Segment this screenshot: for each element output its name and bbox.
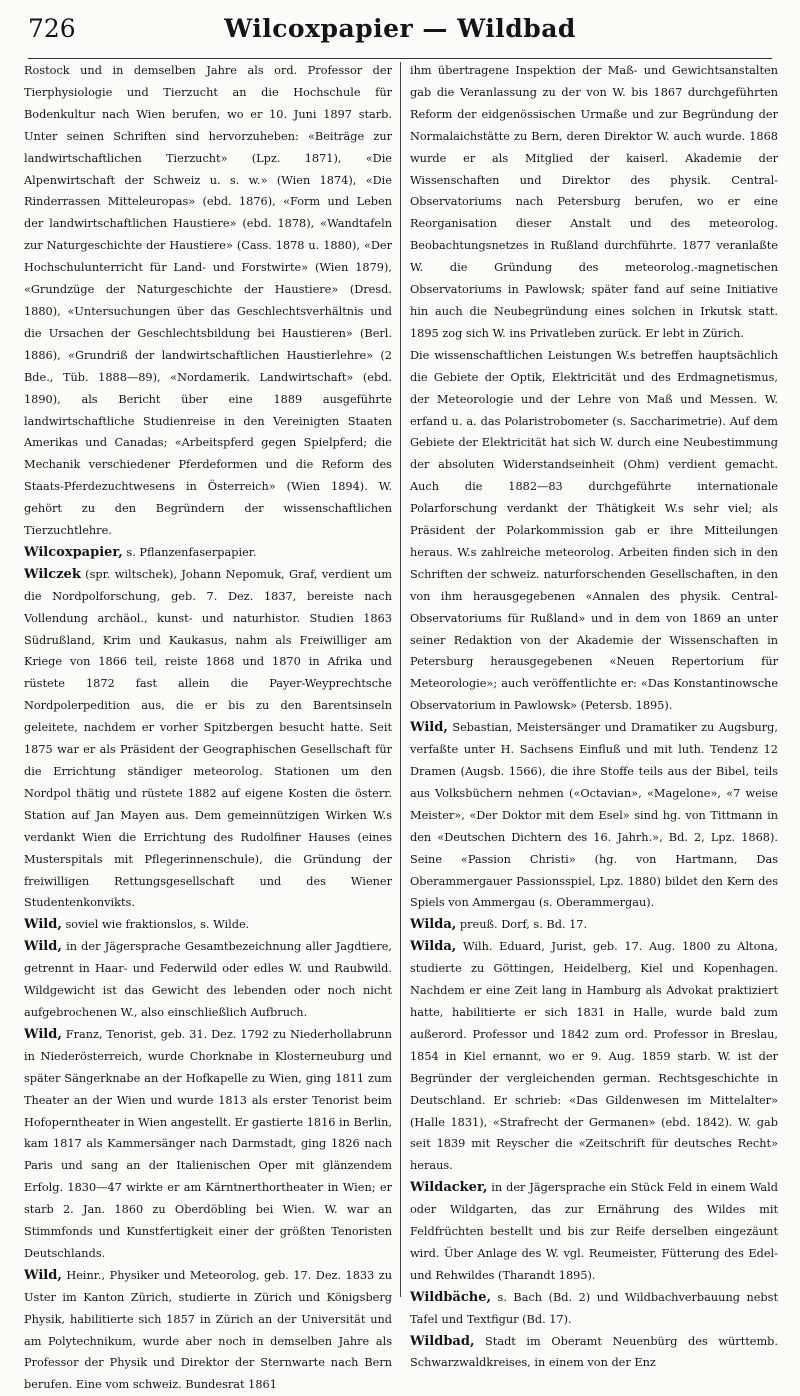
entry-lemma: Wildbad, (410, 1333, 475, 1349)
entry-lemma: Wild, (410, 720, 448, 736)
entry-wilda-wilhelm (410, 936, 778, 1177)
entry-lemma: Wilda, (410, 917, 457, 933)
entry-text: Franz, Tenorist, geb. 31. Dez. 1792 zu Niederhollabrunn in Niederösterreich, wurde Chorknabe in Klosterneuburg und später Sängerknabe an der Hofkapelle zu Wien, ging 1811 zum Theater an der Wien und wurde 1813 als erster Tenorist beim Hofoperntheater in Wien angestellt. Er gastierte 1816 in Berlin, kam 1817 als Kammersänger nach Darmstadt, ging 1826 nach Paris und sang an der Italienischen Oper mit glänzendem Erfolg. 1830—47 wirkte er am Kärntnerthortheater in Wien; er starb 2. Jan. 1860 zu Oberdöbling bei Wien. W. war an Stimmfonds und Kunstfertigkeit einer der größten Tenoristen Deutschlands. (24, 1027, 392, 1260)
page-header (28, 10, 772, 50)
paragraph-leistungen: Die wissenschaftlichen Leistungen W.s betreffen hauptsächlich die Gebiete der Optik, Elektricität und des Erdmagnetismus, der Meteorologie und der Lehre von Maß und Messen. W. erfand u. a. das Polaristrobometer (s. Saccharimetrie). Auf dem Gebiete der Elektricität hat sich W. durch eine Neubestimmung der absoluten Widerstandseinheit (Ohm) verdient gemacht. Auch die 1882—83 durchgeführte internationale Polarforschung verdankt der Thätigkeit W.s sehr viel; als Präsident der Polarkommission gab er ihre Mitteilungen heraus. W.s zahlreiche meteorolog. Arbeiten finden sich in den Schriften der schweiz. naturforschenden Gesellschaften, in den von ihm herausgegebenen «Annalen des physik. Central-Observatoriums für Rußland» und in dem von 1869 an unter seiner Redaktion von der Akademie der Wissenschaften in Petersburg herausgegebenen «Neuen Repertorium für Meteorologie»; auch veröffentlichte er: «Das Konstantinowsche Observatorium in Pawlowsk» (Petersb. 1895). (410, 348, 778, 713)
entry-wilczek (24, 564, 392, 915)
entry-lemma: Wilda, (410, 939, 457, 955)
entry-text: (spr. wiltschek), Johann Nepomuk, Graf, verdient um die Nordpolforschung, geb. 7. Dez. 1837, bereiste nach Vollendung archäol., kunst- und naturhistor. Studien 1863 Südrußland, Krim und Kaukasus, nahm als Freiwilliger am Kriege von 1866 teil, reiste 1868 und 1870 in Afrika und rüstete 1872 fast allein die Payer-Weyprechtsche Nordpolerpedition aus, die er bis zu den Barentsinseln geleitete, nachdem er vorher Spitzbergen besucht hatte. Seit 1875 war er als Präsident der Geographischen Gesellschaft für die Errichtung ständiger meteorolog. Stationen um den Nordpol thätig und rüstete 1882 auf eigene Kosten die österr. Station auf Jan Mayen aus. Dem gemeinnützigen Wirken W.s verdankt Wien die Errichtung des Rudolfiner Hauses (eines Musterspitals mit Pflegerinnenschule), die Gründung der freiwilligen Rettungsgesellschaft und des Wiener Studentenkonvikts. (24, 567, 392, 910)
entry-wilcoxpapier (24, 542, 392, 564)
entry-wildbaeche (410, 1287, 778, 1331)
entry-text: s. Pflanzenfaserpapier. (122, 545, 257, 559)
entry-lemma: Wilcoxpapier, (24, 544, 123, 560)
entry-lemma: Wilczek (24, 566, 81, 582)
entry-lemma: Wild, (24, 1026, 62, 1042)
right-column (410, 60, 778, 1370)
entry-text: s. Bach (Bd. 2) und Wildbachverbauung nebst Tafel und Textfigur (Bd. 17). (410, 1290, 778, 1326)
entry-wild-franz (24, 1024, 392, 1265)
entry-text: Sebastian, Meistersänger und Dramatiker zu Augsburg, verfaßte unter H. Sachsens Einfluß und mit luth. Tendenz 12 Dramen (Augsb. 1566), die ihre Stoffe teils aus der Bibel, teils aus Volksbüchern nehmen («Octavian», «Magelone», «7 weise Meister», «Der Doktor mit dem Esel» sind hg. von Tittmann in den «Deutschen Dichtern des 16. Jahrh.», Bd. 2, Lpz. 1868). Seine «Passion Christi» (hg. von Hartmann, Das Oberammergauer Passionsspiel, Lpz. 1880) bildet den Kern des Spiels von Ammergau (s. Oberammergau). (410, 721, 778, 910)
continued-paragraph: Rostock und in demselben Jahre als ord. Professor der Tierphysiologie und Tierzucht an die Hochschule für Bodenkultur nach Wien berufen, wo er 10. Juni 1897 starb. Unter seinen Schriften sind hervorzuheben: «Beiträge zur landwirtschaftlichen Tierzucht» (Lpz. 1871), «Die Alpenwirtschaft der Schweiz u. s. w.» (Wien 1874), «Die Rinderrassen Mitteleuropas» (ebd. 1876), «Form und Leben der landwirtschaftlichen Haustiere» (ebd. 1878), «Wandtafeln zur Naturgeschichte der Haustiere» (Cass. 1878 u. 1880), «Der Hochschulunterricht für Land- und Forstwirte» (Wien 1879), «Grundzüge der Naturgeschichte der Haustiere» (Dresd. 1880), «Untersuchungen über das Geschlechtsverhältnis und die Ursachen der Geschlechtsbildung bei Haustieren» (Berl. 1886), «Grundriß der landwirtschaftlichen Haustierlehre» (2 Bde., Tüb. 1888—89), «Nordamerik. Landwirtschaft» (ebd. 1890), als Bericht über eine 1889 ausgeführte landwirtschaftliche Studienreise in den Vereinigten Staaten Amerikas und Canadas; «Arbeitspferd gegen Spielpferd; die Mechanik verschiedener Pferdeformen und die Reform des Staats-Pferdezuchtwesens in Österreich» (Wien 1894). W. gehört zu den Begründern der wissenschaftlichen Tierzuchtlehre. (24, 64, 392, 538)
header-rule (28, 58, 772, 59)
entry-text: preuß. Dorf, s. Bd. 17. (456, 918, 588, 932)
entry-wild-sebastian (410, 717, 778, 914)
entry-text: Wilh. Eduard, Jurist, geb. 17. Aug. 1800 zu Altona, studierte zu Göttingen, Heidelberg, Kiel und Kopenhagen. Nachdem er eine Zeit lang in Hamburg als Advokat praktiziert hatte, habilitierte er sich 1831 in Halle, wurde bald zum außerord. Professor und 1842 zum ord. Professor in Breslau, 1854 in Kiel ernannt, wo er 9. Aug. 1859 starb. W. ist der Begründer der vergleichenden german. Rechtsgeschichte in Deutschland. Er schrieb: «Das Gildenwesen im Mittelalter» (Halle 1831), «Strafrecht der Germanen» (ebd. 1842). W. gab seit 1839 mit Reyscher die «Zeitschrift für deutsches Recht» heraus. (410, 940, 778, 1173)
entry-wilda-dorf (410, 914, 778, 936)
continued-paragraph: ihm übertragene Inspektion der Maß- und Gewichtsanstalten gab die Veranlassung zu der von W. bis 1867 durchgeführten Reform der eidgenössischen Urmaße und zur Begründung der Normalaichstätte zu Bern, deren Direktor W. auch wurde. 1868 wurde er als Mitglied der kaiserl. Akademie der Wissenschaften und Direktor des physik. Central-Observatoriums nach Petersburg berufen, wo er eine Reorganisation dieser Anstalt und des meteorolog. Beobachtungsnetzes in Rußland durchführte. 1877 veranlaßte W. die Gründung des meteorolog.-magnetischen Observatoriums in Pawlowsk; später fand auf seine Initiative hin auch die Neubegründung eines solchen in Irkutsk statt. 1895 zog sich W. ins Privatleben zurück. Er lebt in Zürich. (410, 64, 778, 340)
left-column (24, 60, 392, 1392)
column-divider (400, 62, 401, 1297)
entry-wild-heinrich (24, 1265, 392, 1396)
entry-text: in der Jägersprache ein Stück Feld in einem Wald oder Wildgarten, das zur Ernährung des Wildes mit Feldfrüchten bestellt und bis zur Reife derselben eingezäunt wird. Über Anlage des W. vgl. Reumeister, Fütterung des Edel- und Rehwildes (Tharandt 1895). (410, 1181, 778, 1282)
entry-wild-fraktionslos (24, 914, 392, 936)
entry-lemma: Wild, (24, 1267, 62, 1283)
page-number: 726 (28, 14, 76, 43)
entry-lemma: Wildbäche, (410, 1289, 492, 1305)
entry-text: soviel wie fraktionslos, s. Wilde. (61, 918, 250, 932)
entry-text: in der Jägersprache Gesamtbezeichnung aller Jagdtiere, getrennt in Haar- und Federwild oder edles W. und Raubwild. Wildgewicht ist das Gewicht des lebenden oder noch nicht aufgebrochenen W., also einschließlich Aufbruch. (24, 940, 392, 1019)
entry-lemma: Wild, (24, 917, 62, 933)
entry-wildbad (410, 1331, 778, 1375)
entry-lemma: Wildacker, (410, 1180, 488, 1196)
running-title: Wilcoxpapier — Wildbad (224, 14, 576, 43)
entry-text: Stadt im Oberamt Neuenbürg des württemb. Schwarzwaldkreises, in einem von der Enz (410, 1334, 778, 1370)
entry-wildacker (410, 1177, 778, 1287)
entry-lemma: Wild, (24, 939, 62, 955)
entry-text: Heinr., Physiker und Meteorolog, geb. 17. Dez. 1833 zu Uster im Kanton Zürich, studierte in Zürich und Königsberg Physik, habilitierte sich 1857 in Zürich an der Universität und am Polytechnikum, wurde aber noch in demselben Jahre als Professor der Physik und Direktor der Sternwarte nach Bern berufen. Eine vom schweiz. Bundesrat 1861 (24, 1268, 392, 1392)
entry-wild-jaegersprache (24, 936, 392, 1024)
